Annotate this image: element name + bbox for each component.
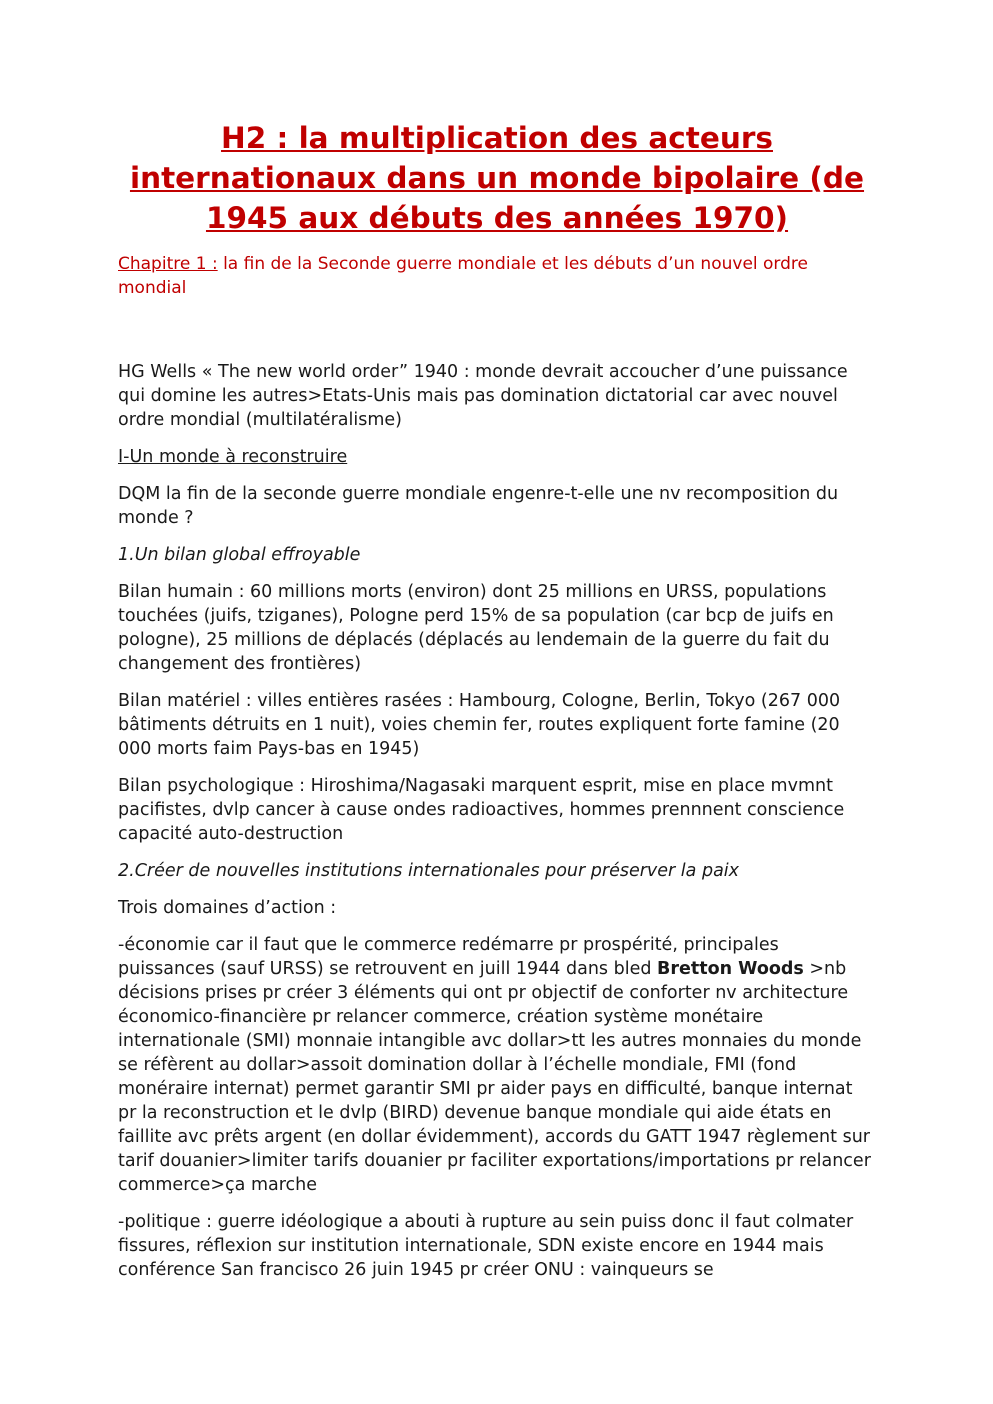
- chapter-text: la fin de la Seconde guerre mondiale et les débuts d’un nouvel ordre mondial: [118, 254, 808, 298]
- document-title: H2 : la multiplication des acteurs internationaux dans un monde bipolaire (de 1945 aux débuts des années 1970): [129, 121, 865, 235]
- bilan-psychologique-paragraph: Bilan psychologique : Hiroshima/Nagasaki marquent esprit, mise en place mvmnt pacifistes, dvlp cancer à cause ondes radioactives, hommes prennnent conscience capacité auto-destruction: [118, 776, 845, 844]
- problem-statement: DQM la fin de la seconde guerre mondiale engenre-t-elle une nv recomposition du monde ?: [118, 484, 839, 528]
- subsection-heading-1: 1.Un bilan global effroyable: [118, 545, 361, 565]
- bilan-humain-paragraph: Bilan humain : 60 millions morts (environ) dont 25 millions en URSS, populations touchées (juifs, tziganes), Pologne perd 15% de sa population (car bcp de juifs en pologne), 25 millions de déplacés (déplacés au lendemain de la guerre du fait du changement des frontières): [118, 582, 834, 674]
- section-heading-1: I-Un monde à reconstruire: [118, 447, 348, 467]
- chapter-heading: [118, 252, 876, 300]
- economie-text-end: >nb décisions prises pr créer 3 éléments qui ont pr objectif de conforter nv architecture économico-financière pr relancer commerce, création système monétaire internationale (SMI) monnaie intangible avc dollar>tt les autres monnaies du monde se réfèrent au dollar>assoit domination dollar à l’échelle mondiale, FMI (fond monéraire internat) permet garantir SMI pr aider pays en difficulté, banque internat pr la reconstruction et le dvlp (BIRD) devenue banque mondiale qui aide états en faillite avc prêts argent (en dollar évidemment), accords du GATT 1947 règlement sur tarif douanier>limiter tarifs douanier pr faciliter exportations/importations pr relancer commerce>ça marche: [118, 959, 871, 1195]
- subsection-heading-2: 2.Créer de nouvelles institutions internationales pour préserver la paix: [118, 861, 740, 881]
- politique-paragraph: -politique : guerre idéologique a abouti à rupture au sein puiss donc il faut colmater fissures, réflexion sur institution internationale, SDN existe encore en 1944 mais conférence San francisco 26 juin 1945 pr créer ONU : vainqueurs se: [118, 1212, 854, 1280]
- chapter-label: Chapitre 1 :: [118, 254, 218, 274]
- intro-paragraph: HG Wells « The new world order” 1940 : monde devrait accoucher d’une puissance qui domine les autres>Etats-Unis mais pas domination dictatorial car avec nouvel ordre mondial (multilatéralisme): [118, 362, 848, 430]
- bretton-woods-term: Bretton Woods: [657, 959, 804, 979]
- document-page: [118, 118, 876, 1295]
- economie-text-start: -économie car il faut que le commerce redémarre pr prospérité, principales puissances (sauf URSS) se retrouvent en juill 1944 dans bled: [118, 935, 779, 979]
- bilan-materiel-paragraph: Bilan matériel : villes entières rasées : Hambourg, Cologne, Berlin, Tokyo (267 000 bâtiments détruits en 1 nuit), voies chemin fer, routes expliquent forte famine (20 000 morts faim Pays-bas en 1945): [118, 691, 841, 759]
- domains-intro: Trois domaines d’action :: [118, 898, 337, 918]
- economie-paragraph: [118, 933, 876, 1197]
